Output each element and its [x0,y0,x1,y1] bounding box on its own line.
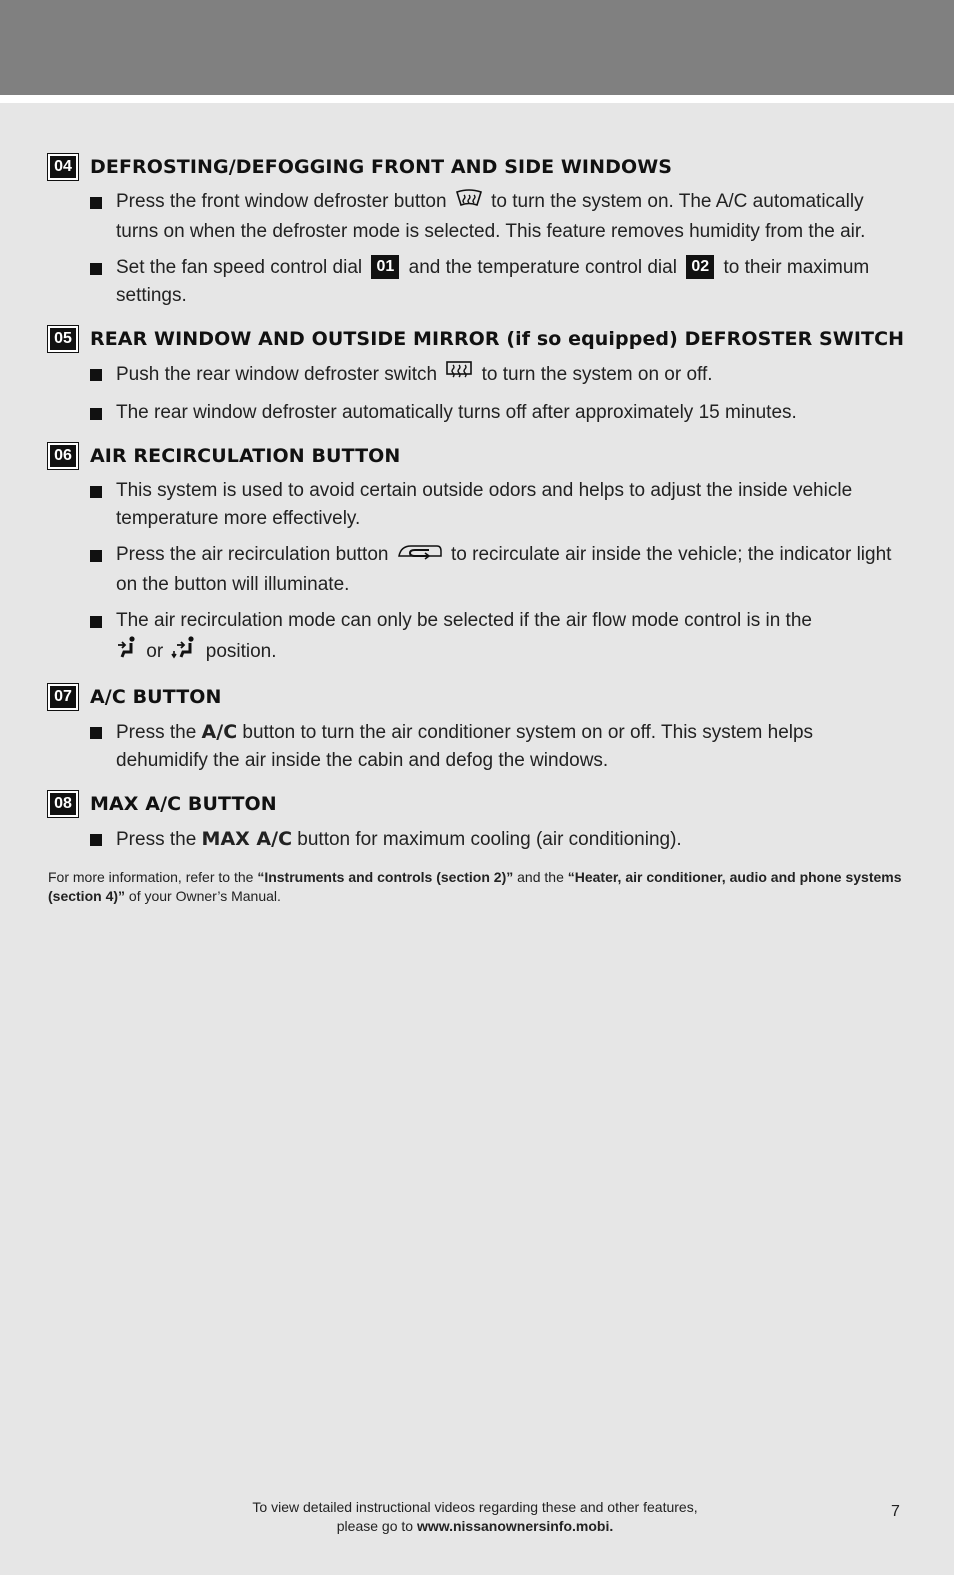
bullet-text: button to turn the air conditioner system on or off. This system helps dehumidify the air inside the cabin and defog the windows. [116,722,814,771]
reference-footnote [48,868,908,906]
bullet-square-icon [90,550,102,562]
section-heading [48,787,908,821]
bullet-item [90,541,908,599]
bullet-list [90,718,908,775]
page-number: 7 [891,1503,900,1520]
section-heading [48,322,908,356]
website-link[interactable]: www.nissanownersinfo.mobi. [416,1518,614,1534]
bullet-item [90,718,908,775]
front-defroster-icon [455,189,483,218]
bullet-square-icon [90,369,102,381]
footnote-text: For more information, refer to the [48,869,254,885]
section-07 [48,680,908,775]
bullet-square-icon [90,834,102,846]
callout-badge: 02 [686,255,714,279]
bullet-square-icon [90,197,102,209]
bullet-text: Press the front window defroster button [116,191,447,212]
bullet-item [90,360,908,391]
bullet-text: Press the air recirculation button [116,544,389,565]
footer-text: please go to [336,1518,414,1534]
bullet-square-icon [90,727,102,739]
bullet-text: position. [205,641,277,662]
rear-defroster-icon [445,360,473,391]
bullet-square-icon [90,408,102,420]
footnote-text: of your Owner’s Manual. [128,888,281,904]
page-footer [200,1498,750,1536]
bullet-item [90,188,908,246]
manual-reference: “Heater, air conditioner, audio and phone systems (section 4)” [48,869,902,904]
section-number-badge: 06 [48,443,78,469]
bullet-text: Set the fan speed control dial [116,257,363,278]
callout-badge: 01 [371,255,399,279]
footnote-text: and the [517,869,564,885]
bullet-item [90,477,908,533]
bullet-item [90,399,908,427]
bullet-list [90,188,908,310]
bullet-text: to recirculate air inside the vehicle; the indicator light on the button will illuminate. [116,544,892,595]
floor-defrost-mode-icon [171,635,197,668]
section-number-badge: 07 [48,684,78,710]
bullet-text: This system is used to avoid certain outside odors and helps to adjust the inside vehicle temperature more effectively. [116,480,853,529]
bullet-text: or [146,641,164,662]
bullet-text: to their maximum settings. [116,257,870,306]
section-04 [48,150,908,310]
section-number-badge: 08 [48,791,78,817]
section-heading [48,439,908,473]
section-title: REAR WINDOW AND OUTSIDE MIRROR (if so equipped) DEFROSTER SWITCH [90,328,905,350]
floor-vent-mode-icon [116,635,138,668]
bullet-text: Press the [116,829,197,850]
bullet-item [90,254,908,310]
button-term: A/C [201,721,238,743]
section-number-badge: 04 [48,154,78,180]
bullet-text: Push the rear window defroster switch [116,364,438,385]
bullet-item [90,607,908,668]
bullet-text: The rear window defroster automatically turns off after approximately 15 minutes. [116,402,797,423]
section-06 [48,439,908,668]
section-heading [48,680,908,714]
bullet-list [90,825,908,854]
header-band [0,0,954,95]
bullet-text: Press the [116,722,197,743]
bullet-text: and the temperature control dial [408,257,677,278]
section-title: A/C BUTTON [90,686,222,708]
section-title: MAX A/C BUTTON [90,793,277,815]
bullet-square-icon [90,616,102,628]
bullet-square-icon [90,263,102,275]
footer-line: To view detailed instructional videos regarding these and other features, [252,1499,698,1515]
section-title: DEFROSTING/DEFOGGING FRONT AND SIDE WINDOWS [90,156,673,178]
manual-reference: “Instruments and controls (section 2)” [257,869,514,885]
bullet-text: to turn the system on. The A/C automatically turns on when the defroster mode is selected. This feature removes humidity from the air. [116,191,866,242]
header-divider [0,95,954,103]
air-recirculation-icon [397,542,443,571]
section-08 [48,787,908,854]
bullet-item [90,825,908,854]
bullet-text: to turn the system on or off. [481,364,713,385]
footer-line [200,1517,750,1536]
bullet-text: The air recirculation mode can only be selected if the air flow mode control is in the [116,610,812,631]
bullet-list [90,477,908,668]
section-title: AIR RECIRCULATION BUTTON [90,445,401,467]
bullet-list [90,360,908,427]
button-term: MAX A/C [201,828,293,850]
section-heading [48,150,908,184]
bullet-text: button for maximum cooling (air conditioning). [297,829,682,850]
section-05 [48,322,908,427]
page-content [48,150,908,906]
section-number-badge: 05 [48,326,78,352]
bullet-square-icon [90,486,102,498]
